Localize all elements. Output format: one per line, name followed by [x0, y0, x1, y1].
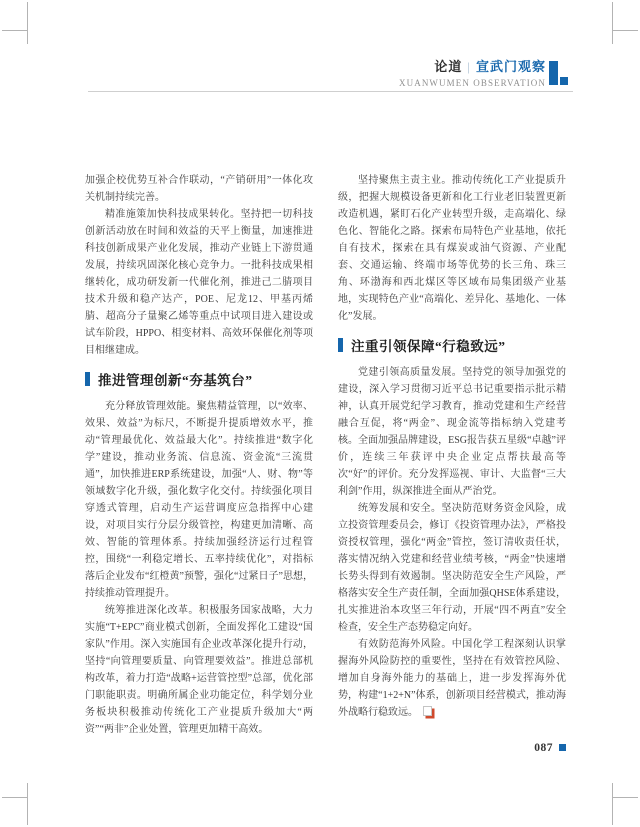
- header-rule: [88, 91, 573, 92]
- header-square-decoration: [560, 77, 568, 85]
- paragraph: 加强企校优势互补合作联动，“产销研用”一体化攻关机制持续完善。: [85, 175, 313, 203]
- paragraph: 充分释放管理效能。聚焦精益管理，以“效率、效果、效益”为标尺，不断提升提质增效水平，推动“管理最优化、效益最大化”。持续推进“数字化学”建设，推动业务流、信息流、资金流“三流贯通”，加快推进ERP系统建设，加强“人、财、物”等领域数字化升级，强化数字化交付。持续强化项目穿透式管理，启动生产运营调度应急指挥中心建设，对项目实行分层分级管控，构建更加清晰、高效、智能的管理体系。持续加强经济运行过程管控，围绕“一利稳定增长、五率持续优化”，对指标落后企业发布“红橙黄”预警，强化“过紧日子”思想，持续推动管理提升。: [85, 401, 313, 599]
- article-end-icon: [423, 706, 432, 716]
- article-left-column: [85, 172, 313, 738]
- paragraph: 有效防范海外风险。中国化学工程深刻认识掌握海外风险防控的重要性，坚持在有效管控风险、增加自身海外能力的基础上，进一步发挥海外优势，构建“1+2+N”体系，创新项目经营模式，推动海外战略行稳致远。: [338, 639, 566, 718]
- paragraph: 党建引领高质量发展。坚持党的领导加强党的建设，深入学习贯彻习近平总书记重要指示批示精神，认真开展党纪学习教育，推动党建和生产经营融合互促，将“两金”、现金流等指标纳入党建考核。全面加强品牌建设，ESG报告获五星级“卓越”评价，连续三年获评中央企业定点帮扶最高等次“好”的评价。充分发挥巡视、审计、大监督“三大利剑”作用，纵深推进全面从严治党。: [338, 367, 566, 497]
- paragraph: 精准施策加快科技成果转化。坚持把一切科技创新活动放在时间和效益的天平上衡量，加速推进科技创新成果产业化发展，推动产业链上下游贯通发展，持续巩固深化核心竞争力。一批科技成果相继转化，成功研发新一代催化剂，推进己二腈项目技术升级和稳产达产，POE、尼龙12、甲基丙烯腈、超高分子量聚乙烯等重点中试项目进入建设或试车阶段，HPPO、相变材料、高效环保催化剂等项目相继建成。: [85, 209, 313, 356]
- section-heading: [338, 335, 566, 355]
- section-heading-text: 注重引领保障“行稳致远”: [351, 339, 506, 354]
- heading-marker-icon: [85, 372, 90, 386]
- crop-mark-top-right-h: [612, 30, 638, 31]
- page-number: [338, 742, 566, 754]
- header-title-english: XUANWUMEN OBSERVATION: [399, 78, 546, 88]
- crop-mark-top-right-v: [612, 2, 613, 44]
- article-right-column: [338, 172, 566, 721]
- crop-mark-top-left-h: [2, 30, 28, 31]
- page-number-text: 087: [534, 742, 553, 754]
- crop-mark-bottom-right-h: [612, 797, 638, 798]
- header-column-title: 宣武门观察: [475, 59, 546, 74]
- crop-mark-bottom-left-v: [27, 783, 28, 825]
- section-heading-text: 推进管理创新“夯基筑台”: [98, 373, 253, 388]
- header-title-row: [399, 59, 546, 75]
- page-header: [399, 59, 546, 88]
- heading-marker-icon: [338, 338, 343, 352]
- crop-mark-bottom-left-h: [2, 797, 28, 798]
- crop-mark-top-left-v: [27, 2, 28, 44]
- paragraph: 统筹推进深化改革。积极服务国家战略，大力实施“T+EPC”商业模式创新，全面发挥化工建设“国家队”作用。深入实施国有企业改革深化提升行动，坚持“向管理要质量、向管理要效益”。推进总部机构改革，着力打造“战略+运营管控型”总部，优化部门职能职责。明确所属企业功能定位，科学划分业务板块积极推动传统化工产业提质升级加大“两资”“两非”企业处置，管理更加精干高效。: [85, 605, 313, 735]
- paragraph: 统筹发展和安全。坚决防范财务资金风险，成立投资管理委员会，修订《投资管理办法》，严格投资授权管理，强化“两金”管控，签订清收责任状，落实情况纳入党建和经营业绩考核，“两金”快速增长势头得到有效遏制。坚决防范安全生产风险，严格落实安全生产责任制，全面加强QHSE体系建设，扎实推进治本攻坚三年行动，开展“四不两直”安全检查，安全生产态势稳定向好。: [338, 503, 566, 633]
- header-bar-decoration: [549, 61, 558, 85]
- section-heading: [85, 369, 313, 389]
- header-divider: |: [467, 59, 471, 74]
- paragraph: 坚持聚焦主责主业。推动传统化工产业提质升级，把握大规模设备更新和化工行业老旧装置更新改造机遇，紧盯石化产业转型升级，走高端化、绿色化、智能化之路。探索布局特色产业基地，依托自有技术，探索在具有煤炭或油气资源、产业配套、交通运输、终端市场等优势的长三角、珠三角、环渤海和西北煤区等区域布局集团级产业基地，实现特色产业“高端化、差异化、基地化、一体化”发展。: [338, 175, 566, 322]
- page-number-square-icon: [559, 744, 566, 751]
- crop-mark-bottom-right-v: [612, 783, 613, 825]
- header-section-label: 论道: [434, 59, 463, 74]
